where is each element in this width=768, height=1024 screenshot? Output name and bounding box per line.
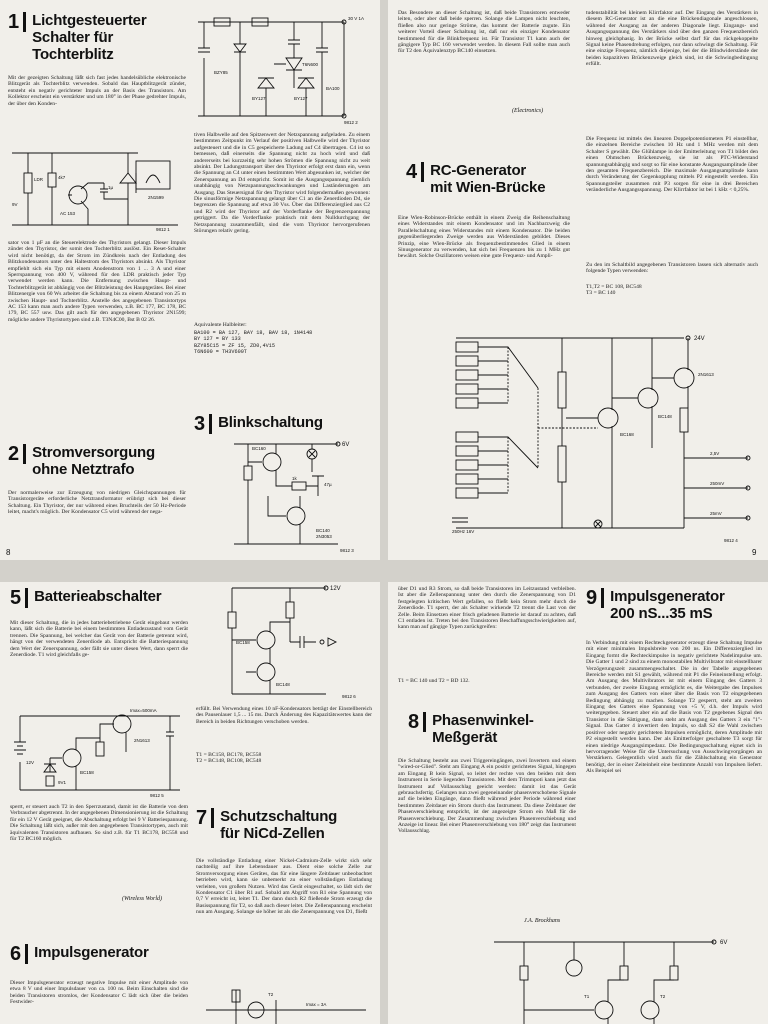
svg-text:12V: 12V bbox=[26, 760, 35, 765]
article-4-body-c: Zu den im Schaltbild angegebenen Transistoren lassen sich alternativ auch folgende Typen verwenden: bbox=[586, 262, 758, 275]
schematic-nicd-schutz bbox=[196, 980, 374, 1024]
svg-text:BY127: BY127 bbox=[294, 96, 308, 101]
article-4-intro: Eine Wien-Robinson-Brücke enthält in einem Zweig die Reihenschaltung eines Widerstandes mit einem Kondensator und im Nachbarzweig die Parallelschaltung eines Widerstandes mit einem Kondensator. Die beiden gegenüberliegenden Zweige werden aus Widerständen gebildet. Dieses Prinzip, eine Wien-Brücke als frequenzbestimmendes Glied in einem Sinusgenerator zu verwenden, hat sich bei Frequenzen bis zu 1 MHz gut bewährt. Solche Oszillatoren weisen eine gute Frequenz- und Ampli- bbox=[398, 215, 570, 260]
schematic-blinkschaltung bbox=[228, 436, 368, 554]
article-5-header bbox=[10, 588, 190, 608]
svg-text:6V: 6V bbox=[720, 940, 728, 946]
svg-text:T1: T1 bbox=[584, 994, 590, 999]
article-title: Schutzschaltung für NiCd-Zellen bbox=[220, 808, 338, 842]
svg-text:30 V 1A: 30 V 1A bbox=[348, 16, 365, 21]
schematic-netzteil bbox=[194, 8, 374, 126]
equivalent-line: BY 127 = BY 133 bbox=[194, 336, 241, 343]
article-number: 7 bbox=[196, 808, 214, 828]
equivalents-list bbox=[194, 330, 370, 360]
article-4-header bbox=[406, 162, 576, 196]
svg-text:1µ: 1µ bbox=[108, 185, 114, 190]
article-6-intro: Dieser Impulsgenerator erzeugt negative Impulse mit einer Amplitude von etwa 8 V und einer Impulsdauer von ca. 100 ns. Beim Einschalten sind die beiden Transistoren stromlos, der Kondensator C lädt sich über die beiden Festwider- bbox=[10, 980, 188, 1006]
article-title: Lichtgesteuerter Schalter für Tochterblitz bbox=[32, 12, 147, 63]
svg-text:BC148: BC148 bbox=[658, 414, 672, 419]
page-top-right bbox=[388, 0, 768, 560]
schematic-batterieabschalter bbox=[10, 702, 188, 798]
article-number: 6 bbox=[10, 944, 28, 964]
article-number: 5 bbox=[10, 588, 28, 608]
svg-text:9812 6: 9812 6 bbox=[342, 694, 356, 699]
article-7-body: Die vollständige Entladung einer Nickel-Cadmium-Zelle wirkt sich sehr nachteilig auf ihre Lebensdauer aus. Dient eine solche Zelle zur Stromversorgung eines Gerätes, das für eine längere Zeitdauer unbeobachtet betrieben wird, kann sie unbemerkt zu einer vollständigen Entladung verleiten, von großem Nutzen. Wird das Gerät eingeschaltet, so lädt sich der Kondensator C1 über R1 auf. Sobald am Abgriff von R1 eine Spannung von 0,7 V erreicht ist, leitet T1. Der dann durch R2 fließende Strom erzeugt die Basisspannung für T2, so daß auch dieser leitet. Die Zellenspannung erscheint nun am Ausgang. Solange sie höher ist als die Zenerspannung von D1, fließt bbox=[196, 858, 372, 916]
article-title: Impulsgenerator 200 nS...35 mS bbox=[610, 588, 725, 622]
svg-text:2,5V: 2,5V bbox=[710, 451, 720, 456]
article-4-body-b: Die Frequenz ist mittels des linearen Doppelpotentiometers P1 einstellbar, die einzelnen Bereiche zwischen 10 Hz und 1 MHz werden mit dem Schalter S gewählt. Die Glühlampe in der Emitterleitung von T1 bildet den einen Ohmschen Brückenzweig, sie ist als PTC-Widerstand spannungsabhängig und sorgt so für eine konstante Ausgangsamplitude über den gesamten Frequenzbereich. Die maximale Ausgangsamplitude kann durch Veränderung der Gegenkopplung mittels P2 eingestellt werden. Ein Spannungsteiler zusammen mit P3 sorgen für eine in drei Bereichen veränderliche Ausgangsspannung. Der Klirrfaktor ist bei 1 kHz < 0,25%. bbox=[586, 136, 758, 194]
source-credit: (Wireless World) bbox=[122, 896, 163, 902]
article-number: 4 bbox=[406, 162, 424, 182]
article-title: Impulsgenerator bbox=[34, 944, 149, 961]
article-9-header bbox=[586, 588, 764, 622]
svg-text:BY127: BY127 bbox=[252, 96, 266, 101]
article-1-header bbox=[8, 12, 173, 63]
svg-text:2N1613: 2N1613 bbox=[134, 738, 150, 743]
svg-text:9812 4: 9812 4 bbox=[724, 538, 738, 543]
equivalent-line: T6N600 = TH3V600T bbox=[194, 349, 247, 356]
page-number: 8 bbox=[6, 548, 11, 557]
svg-text:LDR: LDR bbox=[34, 177, 44, 182]
article-2-body: tiven Halbwelle auf den Spitzenwert der Netzspannung aufgeladen. Zu einem bestimmten Zeitpunkt im Verlauf der positiven Halbwelle wird der Thyristor aufgesteuert und die in C5 gespeicherte Ladung auf C4 übertragen. C4 ist so bemessen, daß einerseits die Spannung nicht zu hoch wird und daß andererseits bei kurzzeitig sehr hohen Strömen die Spannung nicht zu weit absinkt. Der Ladungstransport über den Thyristor erfolgt erst dann ein, wenn die Spannung an C4 unter einen bestimmten Wert abgesunken ist, welcher der Zenerspannung an D4 entspricht. Somit ist die Ausgangsspannung ziemlich unabhängig von Netzspannungsschwankungen und Laständerungen am Ausgang. Das Steuersignal für den Thyristor wird folgendermaßen gewonnen: Die sinusförmige Netzspannung gelangt über C1 an die Zenerdioden D4, sie begrenzen die Spannung auf etwa 30 Vss. Über das Differenzierglied aus C2 und R2 wird der Thyristor auf der Vorderflanke der Begrenzerspannung getriggert. Da die Vorderflanke praktisch mit dem Nulldurchgang der Netzspannung zusammenfällt, sind die vom Thyristor hervorgerufenen Störungen relativ gering. bbox=[194, 132, 370, 235]
article-number: 1 bbox=[8, 12, 26, 32]
article-4-body-a: tudenstabilität bei kleinem Klirrfaktor auf. Der Eingang des Verstärkers in diesem RC-Generator ist an die eine Brückendiagonale angeschlossen, während der Ausgang an der anderen Diagonale liegt. Eingangs- und Ausgangsspannung des Verstärkers sind über den ganzen Frequenzbereich hinweg gleichphasig. In der Brücke selbst darf für das rückgekoppelte Signal keine Phasendrehung erfolgen, nur dann schwingt die Schaltung. Für eine einzige Frequenz, nämlich diejenige, bei der die Blindwiderstände der beiden kapazitiven Brückenzweige gleich sind, ist die Schwingbedingung erfüllt. bbox=[586, 10, 758, 68]
svg-text:250Hz 16V: 250Hz 16V bbox=[452, 529, 475, 534]
svg-text:BC160: BC160 bbox=[252, 446, 266, 451]
svg-text:9812 5: 9812 5 bbox=[150, 793, 164, 798]
svg-text:9812 1: 9812 1 bbox=[156, 227, 170, 232]
article-5-body: sperrt, er steuert auch T2 in den Sperrzustand, damit ist die Batterie von dem Verbraucher abgetrennt. In der angegebenen Dimensionierung ist die Schaltung für ein 12 V Gerät geeignet, die Abschaltung erfolgt bei 9 V Batteriespannung. Die Schaltung läßt sich, außer mit den angegebenen Transistortypen, auch mit äquivalenten Transistoren aufbauen. So sind z.B. für T1 BC178, BC558 und für T2 BC160 möglich. bbox=[10, 804, 188, 843]
svg-text:6V: 6V bbox=[342, 442, 350, 448]
svg-text:2N1599: 2N1599 bbox=[148, 195, 164, 200]
article-title: Phasenwinkel- Meßgerät bbox=[432, 712, 534, 746]
svg-text:9812 3: 9812 3 bbox=[340, 548, 354, 553]
author-credit: J.A. Brockhans bbox=[524, 918, 561, 924]
equivalents-title: Äquivalente Halbleiter: bbox=[194, 322, 247, 328]
svg-text:12V: 12V bbox=[330, 586, 341, 592]
article-1-intro: Mit der gezeigten Schaltung läßt sich fast jedes handelsübliche elektronische Blitzgerät als Tochterblitz verwenden. Sobald das Hauptblitzgerät zündet, entsteht ein negativ gerichteter Impuls an der Basis des Transistors. Am Kollektor erscheint ein verstärkter und um 180° in der Phase gedrehter Impuls, der über den Konden- bbox=[8, 75, 186, 107]
article-7-header bbox=[196, 808, 376, 842]
source-credit: (Electronics) bbox=[512, 108, 544, 114]
article-6-body: erfüllt. Bei Verwendung eines 10 nF-Kondensators beträgt der Einstellbereich des Pausenlauer 1,5 ... 15 ms. Durch Änderung des Kapazitätswertes kann der Bereich in beiden Richtungen verschoben werden. bbox=[196, 706, 372, 725]
transistor-list bbox=[586, 284, 758, 300]
svg-text:BC140: BC140 bbox=[316, 528, 330, 533]
article-number: 3 bbox=[194, 414, 212, 434]
svg-text:BA100: BA100 bbox=[326, 86, 340, 91]
article-5-intro: Mit dieser Schaltung, die in jedes batteriebetriebene Gerät eingebaut werden kann, läßt sich die Batterie bei einem bestimmten Entladezustand vom Gerät trennen. Die Spannung, bei welcher das Gerät von der Batterie getrennt wird, hängt von der verwendeten Zenerdiode ab. Entspricht die Batteriespannung dem Wert der Zenerspannung, oder fällt sie unter diesen Wert, dann sperrt die Zenerdiode. T1 wird gleichfalls ge- bbox=[10, 620, 188, 659]
svg-text:1k: 1k bbox=[292, 476, 297, 481]
svg-text:9V1: 9V1 bbox=[58, 780, 67, 785]
article-3-body: Das Besondere an dieser Schaltung ist, daß beide Transistoren entweder leiten, oder aber daß beide sperren. Solange die Lampen nicht leuchten, fließen also nur geringe Ströme, das kommt der Batterie zugute. Ein weiterer Vorteil dieser Schaltung ist, daß nur ein einziger Kondensator bestimmend für die Blinkfrequenz ist. Für Transistor T1 kann auch der gängigere Typ BC 160 verwendet werden. In diesem Fall sollte man auch für T2 den Äquivalenztyp BC140 einsetzen. bbox=[398, 10, 570, 55]
article-8-body: Die Schaltung besteht aus zwei Triggereingängen, zwei Invertern und einem "wired-or-Glied". Steht am Eingang A ein positiv gerichtetes Signal, hingegen am Eingang B kein Signal, so leitet der rechte von den beiden mit dem Instrument in Serie liegenden Transistoren. Mit dem Trimmpoti kann jetzt das Instrument auf Vollausschlag geeicht werden: damit ist das Gerät gebrauchsfertig. Gelangen nun zwei gegeneinander phasenverschobene Signale auf die beiden Eingänge, dann fließt während jeder Periode während einer bestimmten Zeitdauer ein Strom durch das Instrument. Da diese Zeitdauer der Phasenverschiebung entspricht, ist der angezeigte Strom ein Maß für die Phasenverschiebung. Der Zusammenhang zwischen Phasenverschiebung und Anzeige ist linear. Bei einer Phasenverschiebung von 180° zeigt das Instrument Vollausschlag. bbox=[398, 758, 576, 835]
svg-text:2N1613: 2N1613 bbox=[698, 372, 714, 377]
svg-text:Imax=500mA: Imax=500mA bbox=[130, 708, 157, 713]
article-number: 8 bbox=[408, 712, 426, 732]
svg-text:250mV: 250mV bbox=[710, 481, 725, 486]
svg-text:T2: T2 bbox=[268, 992, 274, 997]
svg-text:2N3053: 2N3053 bbox=[316, 534, 332, 539]
transistor-list bbox=[196, 752, 372, 766]
svg-text:BC158: BC158 bbox=[236, 640, 250, 645]
svg-text:BZY85: BZY85 bbox=[214, 70, 228, 75]
article-6-header bbox=[10, 944, 190, 964]
equivalent-line: BZY85C15 = ZF 15, ZD0,4V15 bbox=[194, 342, 275, 349]
equivalent-line: BA100 = BA 127, BAY 18, BAV 18, 1N4148 bbox=[194, 330, 313, 336]
svg-text:9812 2: 9812 2 bbox=[344, 120, 358, 125]
article-title: Stromversorgung ohne Netztrafo bbox=[32, 444, 155, 478]
type-line: T2 = BC148, BC108, BC548 bbox=[196, 758, 262, 765]
article-title: Blinkschaltung bbox=[218, 414, 323, 431]
article-number: 9 bbox=[586, 588, 604, 608]
schematic-impulsgenerator-9 bbox=[484, 936, 764, 1024]
article-1-body: sator von 1 µF an die Steuerelektrode des Thyristors gelangt. Dieser Impuls zündet den Thyristor, der somit den Tochterblitz auslöst. Ein Reset-Schalter wird nicht benötigt, da der Strom im Zündkreis nach der Entladung des Blitzkondensators unter den Haltestrom des Thyristors absinkt. Als Thyristor empfiehlt sich ein Typ mit einem Anodenstrom von 1 ... 3 A und einer Sperrspannung von 400 V, während für den LDR praktisch jeder Typ verwendet werden kann. Die Entfernung zwischen Haupt- und Tochterblitzgerät ist abhängig von der Blitzleistung des Hauptgerätes. Bei einer Blitzenergie von 60 Ws arbeitet die Schaltung bis zu einem Abstand von 25 m zwischen Haupt- und Tochterblitz. Anstelle des angegebenen Transistortyps AC 153 kann man auch andere Typen verwenden, z.B. BC 177, BC 178, BC 179, BC 557 usw. Das gilt auch für den angegebenen Thyristor 2N1599; mögliche andere Thyristortypen sind z.B. T3N4C00, Bst B 02 26. bbox=[8, 240, 186, 323]
svg-text:Imax = 3A: Imax = 3A bbox=[306, 1002, 327, 1007]
svg-text:AC 153: AC 153 bbox=[60, 211, 76, 216]
article-9-body: In Verbindung mit einem Rechteckgenerator erzeugt diese Schaltung Impulse mit einer minimalen Impulsbreite von 200 ns. Ein Differenzierglied im Eingang formt die Rechteckimpulse in negativ gerichtete Nadelimpulse um. Die Gatter 1 und 2 sind zu einem monostabilen Multivibrator mit einstellbarer Verzögerungszeit zusammengeschaltet. Die in der Tabelle angegebenen Bereiche werden mit S1 gewählt, während mit P1 die Feineinstellung erfolgt. Am Ausgang des Multivibrators ist mit einem Eingang des Gatters 3 verbunden, der zweite Eingang ermöglicht es, die Weitergabe des Impulses zum Ausgang des Gatters von einer über die Basis von T2 eingegebenen Bedingung abhängig zu machen. Solange T2 gesperrt, steht am zweiten Eingang des Gatters eine Spannung von +5 V, d.h. der Impuls wird weitergegeben. Steuert aber ein auf die Basis von T2 gegebenes Signal den Transistor in die Sättigung, dann steht am Ausgang des Gatters 3 ein "1"-Signal. Das Gatter 4 invertiert den Impuls, so daß S2 die Wahl zwischen positiver oder negativ gerichteten Impulsen ermöglicht, deren Amplitude mit P2 eingestellt werden kann. Der als Emitterfolger geschaltete T3 sorgt für einen niedrige Ausgangsimpedanz. Die Bedingungsschaltung eignet sich in hervorragender Weise für die Untersuchung von Ausschwingvorgängen an Verstärkern. Gelegentlich wird auch für die Zählschaltung ein Generator benötigt, der in einer Zeiteinheit eine bestimmte Anzahl von Impulsen liefert. Als Beispiel sei bbox=[586, 640, 762, 775]
article-3-header bbox=[194, 414, 369, 434]
article-7-continued: über D1 und R3 Strom, so daß beide Transistoren im Leitzustand verbleiben. Ist aber die Zellenspannung unter den durch die Zenerspannung von D1 festgelegten kritischen Wert gefallen, so fließt kein Strom mehr durch die Zenerdiode. T1 sperrt, der als Schalter wirkende T2 trennt die Last von der Zelle. Beim Einsetzen einer frisch geladenen Batterie ist darauf zu achten, daß C1 entladen ist. Treten bei den Transistoren Beschaffungsschwierigkeiten auf, kann man auf gängige Typen zurückgreifen: bbox=[398, 586, 576, 631]
svg-text:T6N600: T6N600 bbox=[302, 62, 319, 67]
svg-text:47µ: 47µ bbox=[324, 482, 332, 487]
schematic-rc-generator bbox=[448, 328, 760, 546]
svg-text:9V: 9V bbox=[12, 202, 18, 207]
svg-text:BC168: BC168 bbox=[620, 432, 634, 437]
svg-text:24V: 24V bbox=[694, 336, 705, 342]
page-number: 9 bbox=[752, 548, 757, 557]
svg-text:BC148: BC148 bbox=[276, 682, 290, 687]
schematic-impulsgenerator-6 bbox=[196, 582, 374, 700]
article-7-types: T1 = BC 140 und T2 = BD 132. bbox=[398, 678, 470, 684]
vertical-gutter bbox=[380, 0, 388, 1024]
article-title: RC-Generator mit Wien-Brücke bbox=[430, 162, 546, 196]
page-top-left bbox=[0, 0, 380, 560]
type-line: T1 = BC158, BC178, BC558 bbox=[196, 752, 262, 758]
page-bottom-right bbox=[388, 582, 768, 1024]
schematic-tochterblitz bbox=[8, 143, 188, 233]
svg-text:4k7: 4k7 bbox=[58, 175, 66, 180]
article-title: Batterieabschalter bbox=[34, 588, 162, 605]
article-2-header bbox=[8, 444, 183, 478]
svg-text:BC158: BC158 bbox=[80, 770, 94, 775]
article-number: 2 bbox=[8, 444, 26, 464]
page-bottom-left bbox=[0, 582, 380, 1024]
type-line: T3 = BC 140 bbox=[586, 290, 616, 297]
svg-text:25mV: 25mV bbox=[710, 511, 722, 516]
article-8-header bbox=[408, 712, 578, 746]
type-line: T1,T2 = BC 108, BC548 bbox=[586, 284, 642, 290]
svg-text:T2: T2 bbox=[660, 994, 666, 999]
article-2-intro: Der normalerweise zur Erzeugung von niedrigen Gleichspannungen für Transistorgeräte erforderliche Netztransformator erübrigt sich bei dieser Schaltung. Ein Thyristor, der nur während eines Bruchteils der 50 Hz-Periode leitet, macht's möglich. Der Kondensator C5 wird während der nega- bbox=[8, 490, 186, 516]
